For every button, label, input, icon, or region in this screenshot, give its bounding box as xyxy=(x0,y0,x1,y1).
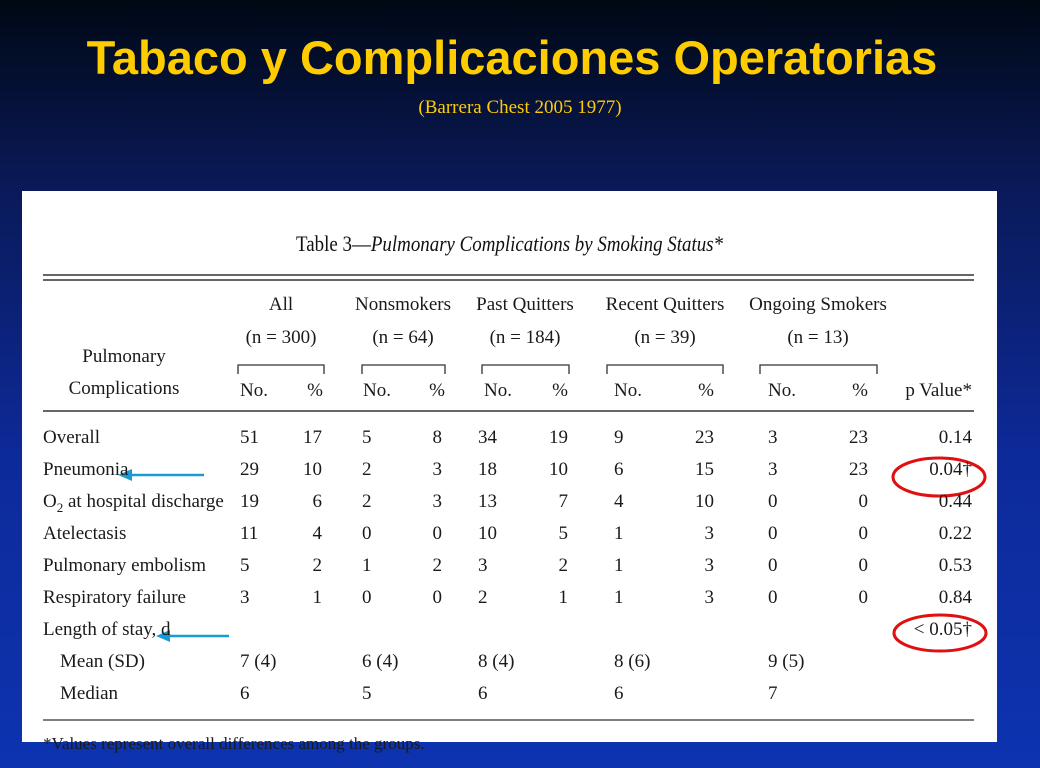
cell-value: 0 xyxy=(858,523,868,544)
los-median-label: Median xyxy=(60,683,119,704)
cell-value: 51 xyxy=(240,427,259,448)
p-value: 0.84 xyxy=(938,587,972,608)
los-mean-value: 8 (4) xyxy=(478,651,515,672)
cell-value: 10 xyxy=(303,459,322,480)
los-median-value: 6 xyxy=(240,683,250,704)
row-label: Respiratory failure xyxy=(43,587,186,608)
row-label: Pneumonia xyxy=(43,459,129,480)
group-past-quitters-n: (n = 184) xyxy=(489,327,561,348)
cell-value: 8 xyxy=(432,427,442,448)
cell-value: 18 xyxy=(478,459,497,480)
cell-value: 23 xyxy=(695,427,714,448)
group-recent-quitters-name: Recent Quitters xyxy=(605,294,725,315)
table-title xyxy=(90,231,929,257)
cell-value: 6 xyxy=(312,491,322,512)
group-past-quitters-name: Past Quitters xyxy=(476,294,574,315)
cell-value: 10 xyxy=(478,523,497,544)
subhead-recent-quitters-no: No. xyxy=(614,380,642,401)
row-label xyxy=(43,491,224,519)
row-label: Overall xyxy=(43,427,100,448)
row-header-line1: Pulmonary xyxy=(82,346,166,367)
cell-value: 2 xyxy=(312,555,322,576)
bracket-past-quitters xyxy=(482,365,569,374)
cell-value: 5 xyxy=(362,427,372,448)
los-mean-value: 7 (4) xyxy=(240,651,277,672)
cell-value: 34 xyxy=(478,427,497,448)
subhead-nonsmokers-no: No. xyxy=(363,380,391,401)
cell-value: 2 xyxy=(558,555,568,576)
subhead-past-quitters-pct: % xyxy=(552,380,568,401)
row-label: Length of stay, d xyxy=(43,619,171,640)
arrow-pneumonia-icon xyxy=(118,469,204,481)
cell-value: 0 xyxy=(858,491,868,512)
cell-value: 2 xyxy=(478,587,488,608)
cell-value: 10 xyxy=(695,491,714,512)
table-footnote: *Values represent overall differences among the groups. xyxy=(43,734,425,753)
cell-value: 3 xyxy=(478,555,488,576)
group-ongoing-smokers-n: (n = 13) xyxy=(787,327,849,348)
row-label-subscript: 2 xyxy=(56,499,64,515)
subhead-nonsmokers-pct: % xyxy=(429,380,445,401)
cell-value: 0 xyxy=(432,587,442,608)
los-median-value: 6 xyxy=(614,683,624,704)
row-label: Atelectasis xyxy=(43,523,127,544)
cell-value: 3 xyxy=(432,491,442,512)
cell-value: 0 xyxy=(768,555,778,576)
cell-value: 5 xyxy=(240,555,250,576)
cell-value: 1 xyxy=(362,555,372,576)
cell-value: 13 xyxy=(478,491,497,512)
los-mean-value: 8 (6) xyxy=(614,651,651,672)
table-image-panel xyxy=(22,191,997,753)
cell-value: 0 xyxy=(768,587,778,608)
cell-value: 19 xyxy=(549,427,568,448)
subhead-ongoing-smokers-pct: % xyxy=(852,380,868,401)
cell-value: 3 xyxy=(432,459,442,480)
bracket-recent-quitters xyxy=(607,365,723,374)
cell-value: 2 xyxy=(432,555,442,576)
cell-value: 2 xyxy=(362,459,372,480)
group-all-name: All xyxy=(268,294,294,315)
cell-value: 0 xyxy=(362,523,372,544)
los-mean-value: 6 (4) xyxy=(362,651,399,672)
p-value: 0.44 xyxy=(938,491,972,512)
los-median-value: 7 xyxy=(768,683,778,704)
cell-value: 9 xyxy=(614,427,624,448)
subhead-all-no: No. xyxy=(240,380,268,401)
cell-value: 15 xyxy=(695,459,714,480)
table-title-italic: Pulmonary Complications by Smoking Status* xyxy=(370,231,723,256)
group-ongoing-smokers-name: Ongoing Smokers xyxy=(749,294,887,315)
cell-value: 1 xyxy=(614,587,624,608)
cell-value: 10 xyxy=(549,459,568,480)
bracket-ongoing-smokers xyxy=(760,365,877,374)
bracket-all xyxy=(238,365,324,374)
cell-value: 29 xyxy=(240,459,259,480)
slide-subtitle: (Barrera Chest 2005 1977) xyxy=(418,97,622,118)
p-value: 0.22 xyxy=(938,523,972,544)
subhead-all-pct: % xyxy=(307,380,323,401)
cell-value: 3 xyxy=(768,459,778,480)
slide-title: Tabaco y Complicaciones Operatorias xyxy=(86,31,938,84)
group-nonsmokers-name: Nonsmokers xyxy=(354,294,452,315)
subhead-p-value: p Value* xyxy=(905,380,972,401)
cell-value: 3 xyxy=(704,587,714,608)
cell-value: 5 xyxy=(558,523,568,544)
cell-value: 4 xyxy=(614,491,624,512)
los-mean-value: 9 (5) xyxy=(768,651,805,672)
group-brackets xyxy=(238,365,877,374)
row-label-main: O xyxy=(43,491,57,512)
cell-value: 0 xyxy=(432,523,442,544)
subhead-past-quitters-no: No. xyxy=(484,380,512,401)
p-value: 0.53 xyxy=(938,555,972,576)
group-recent-quitters-n: (n = 39) xyxy=(634,327,696,348)
cell-value: 0 xyxy=(768,491,778,512)
cell-value: 3 xyxy=(704,555,714,576)
cell-value: 1 xyxy=(614,555,624,576)
table-title-prefix: Table 3— xyxy=(296,231,371,256)
los-mean-label: Mean (SD) xyxy=(60,651,145,672)
p-value: 0.04† xyxy=(929,459,972,480)
row-label-rest: at hospital discharge xyxy=(63,491,224,512)
group-nonsmokers-n: (n = 64) xyxy=(372,327,434,348)
cell-value: 1 xyxy=(312,587,322,608)
cell-value: 3 xyxy=(768,427,778,448)
cell-value: 3 xyxy=(240,587,250,608)
cell-value: 2 xyxy=(362,491,372,512)
row-label: Pulmonary embolism xyxy=(43,555,207,576)
cell-value: 7 xyxy=(558,491,568,512)
cell-value: 11 xyxy=(240,523,259,544)
cell-value: 0 xyxy=(858,587,868,608)
los-median-value: 5 xyxy=(362,683,372,704)
cell-value: 1 xyxy=(614,523,624,544)
los-median-value: 6 xyxy=(478,683,488,704)
cell-value: 0 xyxy=(362,587,372,608)
cell-value: 4 xyxy=(312,523,322,544)
p-value: < 0.05† xyxy=(913,619,972,640)
subhead-ongoing-smokers-no: No. xyxy=(768,380,796,401)
subhead-recent-quitters-pct: % xyxy=(698,380,714,401)
cell-value: 3 xyxy=(704,523,714,544)
cell-value: 0 xyxy=(768,523,778,544)
cell-value: 1 xyxy=(558,587,568,608)
cell-value: 23 xyxy=(849,427,868,448)
group-all-n: (n = 300) xyxy=(245,327,317,348)
cell-value: 17 xyxy=(303,427,322,448)
bracket-nonsmokers xyxy=(362,365,445,374)
cell-value: 0 xyxy=(858,555,868,576)
p-value: 0.14 xyxy=(938,427,972,448)
cell-value: 19 xyxy=(240,491,259,512)
cell-value: 23 xyxy=(849,459,868,480)
cell-value: 6 xyxy=(614,459,624,480)
row-header-line2: Complications xyxy=(68,378,180,399)
